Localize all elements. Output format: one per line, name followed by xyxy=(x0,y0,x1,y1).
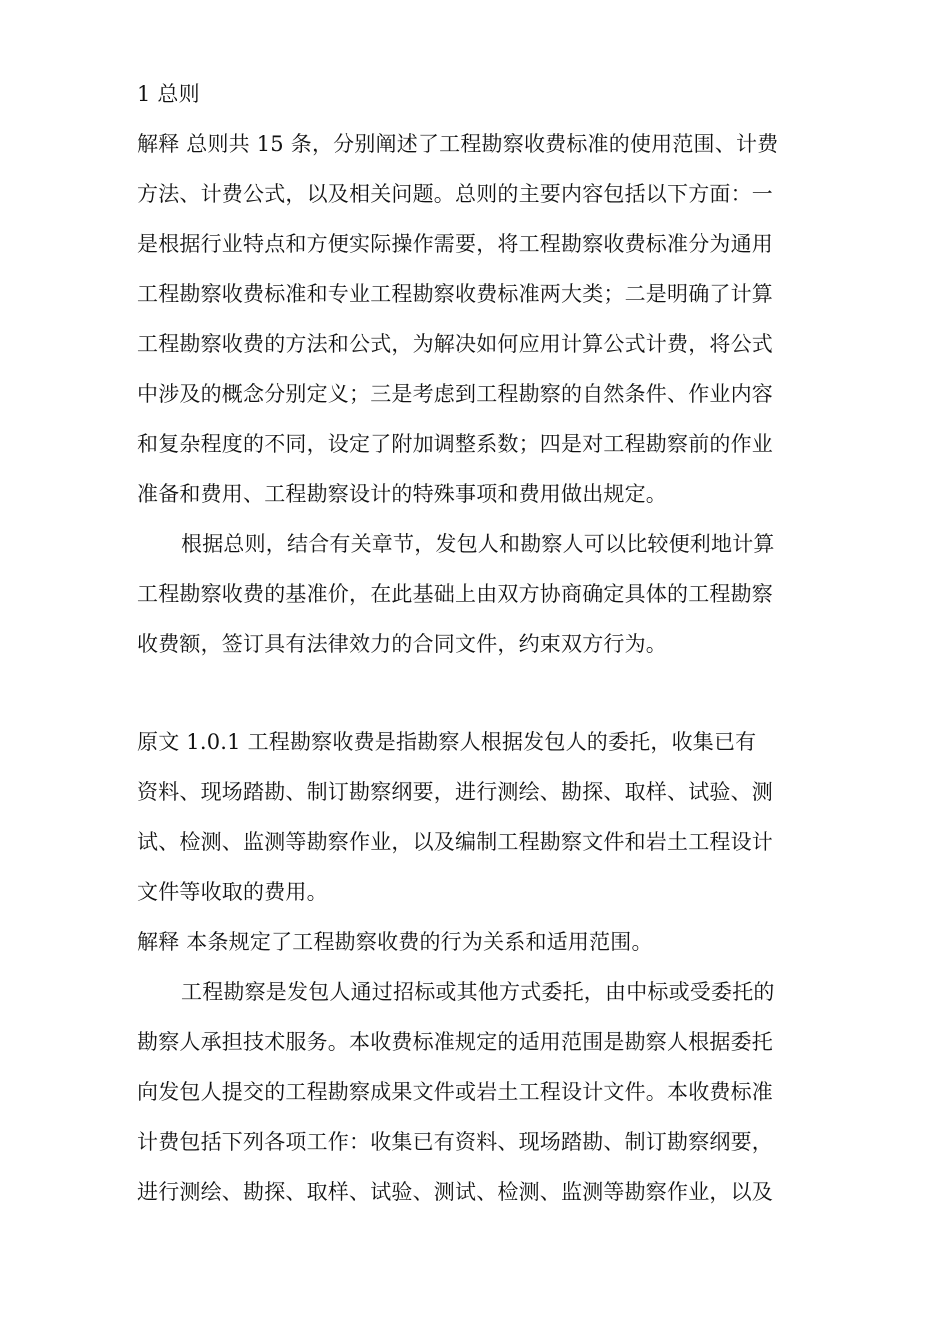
para3-line-3: 向发包人提交的工程勘察成果文件或岩土工程设计文件。本收费标准 xyxy=(137,1080,773,1104)
section-heading: 1 总则 xyxy=(137,82,200,106)
para1-line-8: 准备和费用、工程勘察设计的特殊事项和费用做出规定。 xyxy=(137,482,667,506)
para2-line-2: 工程勘察收费的基准价，在此基础上由双方协商确定具体的工程勘察 xyxy=(137,582,773,606)
explanation-line: 解释 本条规定了工程勘察收费的行为关系和适用范围。 xyxy=(137,930,653,954)
para1-line-3: 是根据行业特点和方便实际操作需要，将工程勘察收费标准分为通用 xyxy=(137,232,773,256)
para1-line-2: 方法、计费公式，以及相关问题。总则的主要内容包括以下方面：一 xyxy=(137,182,773,206)
article-line-1: 原文 1.0.1 工程勘察收费是指勘察人根据发包人的委托，收集已有 xyxy=(137,730,757,754)
para3-line-5: 进行测绘、勘探、取样、试验、测试、检测、监测等勘察作业，以及 xyxy=(137,1180,773,1204)
para2-line-1: 根据总则，结合有关章节，发包人和勘察人可以比较便利地计算 xyxy=(181,532,775,556)
article-line-2: 资料、现场踏勘、制订勘察纲要，进行测绘、勘探、取样、试验、测 xyxy=(137,780,773,804)
para2-line-3: 收费额，签订具有法律效力的合同文件，约束双方行为。 xyxy=(137,632,667,656)
para3-line-2: 勘察人承担技术服务。本收费标准规定的适用范围是勘察人根据委托 xyxy=(137,1030,773,1054)
para1-line-1: 解释 总则共 15 条，分别阐述了工程勘察收费标准的使用范围、计费 xyxy=(137,132,779,156)
para1-line-7: 和复杂程度的不同，设定了附加调整系数；四是对工程勘察前的作业 xyxy=(137,432,773,456)
article-line-4: 文件等收取的费用。 xyxy=(137,880,328,904)
para1-line-5: 工程勘察收费的方法和公式，为解决如何应用计算公式计费，将公式 xyxy=(137,332,773,356)
para1-line-6: 中涉及的概念分别定义；三是考虑到工程勘察的自然条件、作业内容 xyxy=(137,382,773,406)
para3-line-4: 计费包括下列各项工作：收集已有资料、现场踏勘、制订勘察纲要， xyxy=(137,1130,773,1154)
para1-line-4: 工程勘察收费标准和专业工程勘察收费标准两大类；二是明确了计算 xyxy=(137,282,773,306)
para3-line-1: 工程勘察是发包人通过招标或其他方式委托，由中标或受委托的 xyxy=(181,980,775,1004)
article-line-3: 试、检测、监测等勘察作业，以及编制工程勘察文件和岩土工程设计 xyxy=(137,830,773,854)
